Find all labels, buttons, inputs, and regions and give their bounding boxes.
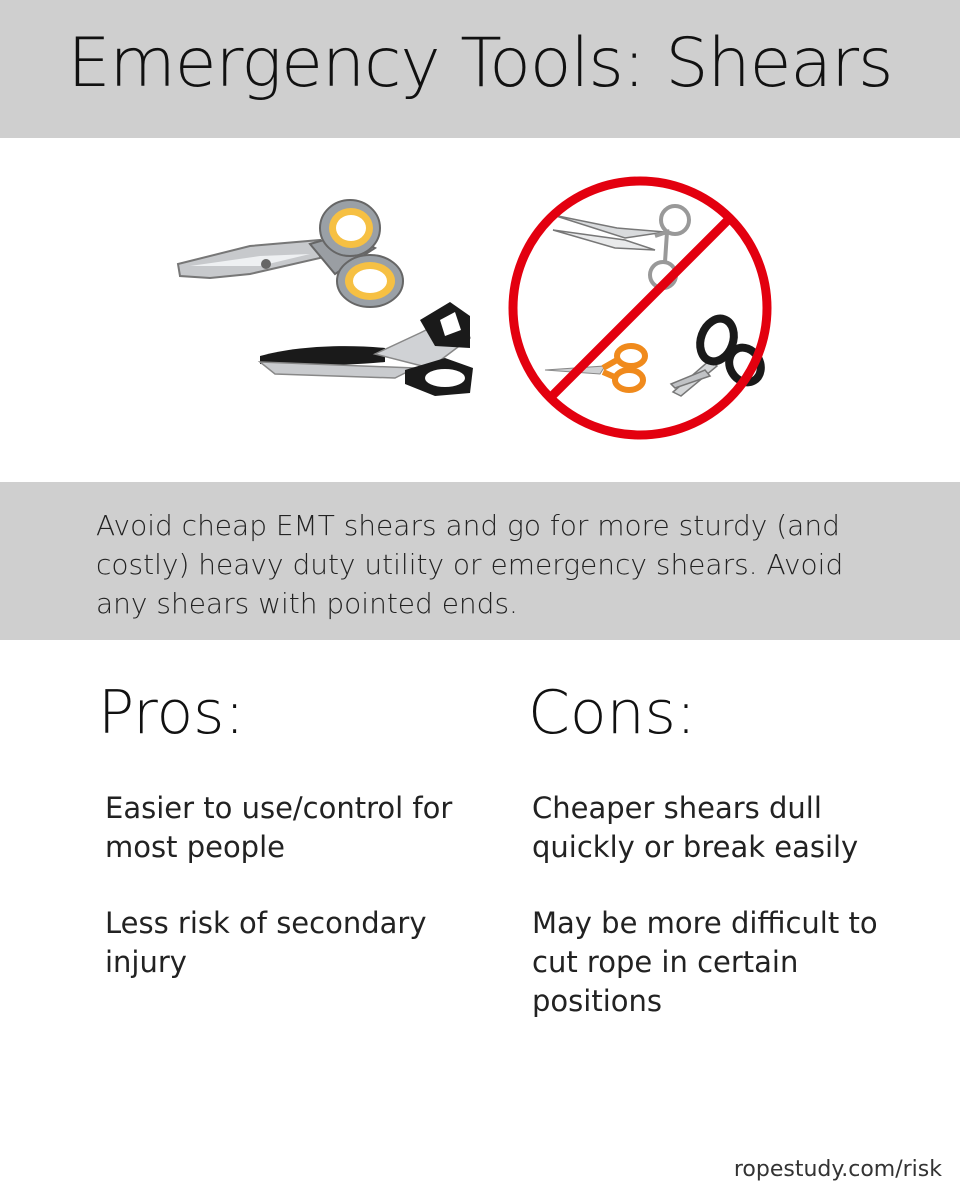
cheap-emt-shears-icon bbox=[671, 314, 767, 396]
black-kitchen-shears-icon bbox=[255, 298, 480, 403]
pros-item-1: Easier to use/control for most people bbox=[105, 791, 453, 864]
advice-text: Avoid cheap EMT shears and go for more sturdy (and costly) heavy duty utility or emergency shears. Avoid any shears with pointed ends. bbox=[96, 509, 844, 620]
cons-item-1: Cheaper shears dull quickly or break easily bbox=[532, 791, 859, 864]
shears-illustrations bbox=[0, 138, 960, 482]
prohibited-sign-icon bbox=[505, 170, 775, 445]
source-link[interactable]: ropestudy.com/risk bbox=[733, 1157, 942, 1182]
cons-heading: Cons: bbox=[528, 678, 697, 748]
pros-heading: Pros: bbox=[98, 678, 245, 748]
cons-item-2: May be more difficult to cut rope in certain positions bbox=[532, 906, 878, 1018]
pros-item-2: Less risk of secondary injury bbox=[105, 906, 427, 979]
page-title: Emergency Tools: Shears bbox=[67, 24, 893, 103]
